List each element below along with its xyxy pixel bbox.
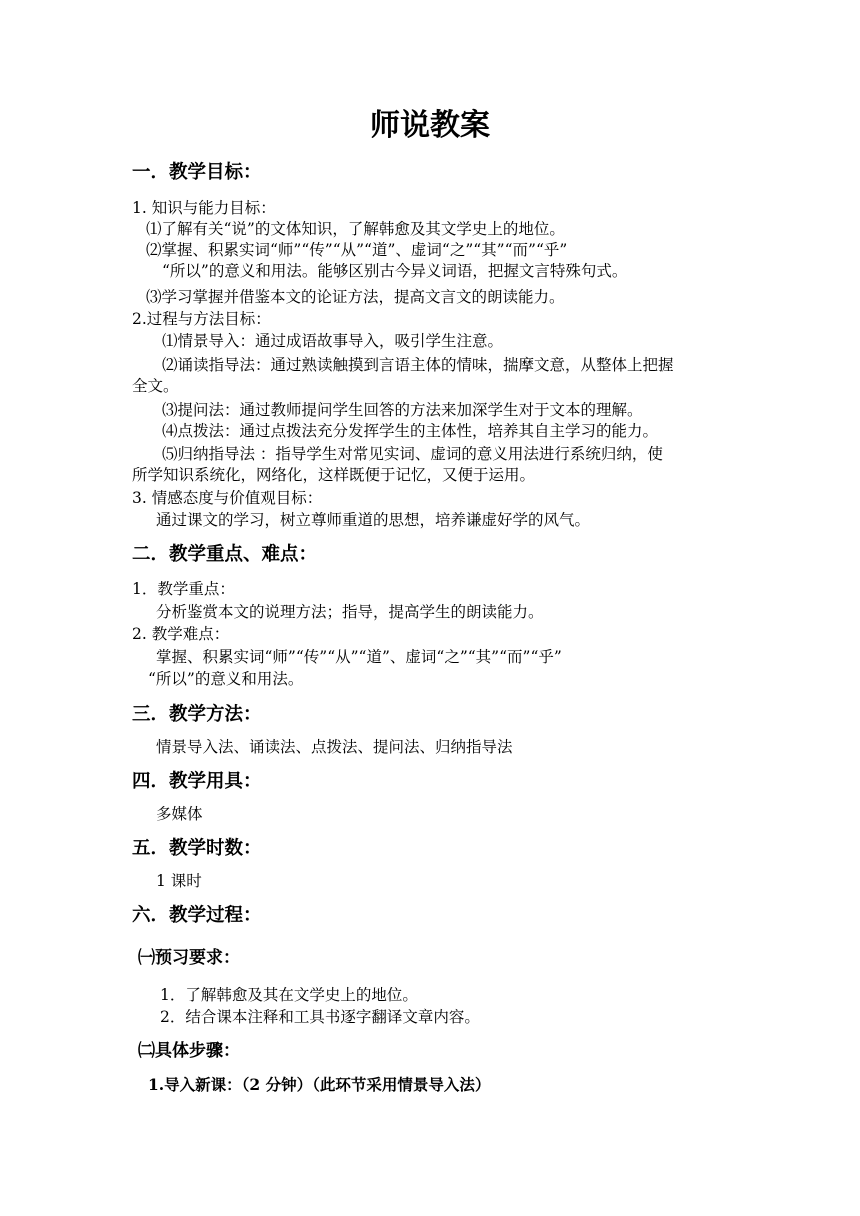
list-item: ⑶提问法：通过教师提问学生回答的方法来加深学生对于文本的理解。: [162, 401, 643, 419]
subheading-knowledge: 1. 知识与能力目标：: [132, 199, 276, 217]
subheading-focus: 1．教学重点：: [132, 580, 235, 598]
step-heading: 1.导入新课：（2 分钟）（此环节采用情景导入法）: [148, 1075, 491, 1094]
paragraph: “所以”的意义和用法。: [148, 670, 304, 688]
list-item: ⑷点拨法：通过点拨法充分发挥学生的主体性，培养其自主学习的能力。: [162, 422, 659, 440]
section-heading-keypoints: 二．教学重点、难点：: [132, 544, 318, 565]
list-item: 全文。: [132, 377, 179, 395]
section-heading-objectives: 一．教学目标：: [132, 162, 262, 183]
section-heading-hours: 五．教学时数：: [132, 838, 262, 859]
section-heading-methods: 三．教学方法：: [132, 704, 262, 725]
list-item: ⑴了解有关“说”的文体知识，了解韩愈及其文学史上的地位。: [146, 220, 565, 238]
paragraph: 多媒体: [156, 805, 203, 823]
paragraph: 分析鉴赏本文的说理方法；指导，提高学生的朗读能力。: [156, 603, 544, 621]
subheading-preview: ㈠预习要求：: [138, 948, 240, 968]
list-item: ⑵诵读指导法：通过熟读触摸到言语主体的情味，揣摩文意，从整体上把握: [162, 356, 674, 374]
paragraph: 掌握、积累实词“师”“传”“从”“道”、虚词“之”“其”“而”“乎”: [156, 648, 562, 666]
subheading-difficulty: 2. 教学难点：: [132, 625, 230, 643]
subheading-emotion: 3. 情感态度与价值观目标：: [132, 489, 323, 507]
list-item: 1．了解韩愈及其在文学史上的地位。: [160, 986, 418, 1004]
list-item: ⑶学习掌握并借鉴本文的论证方法，提高文言文的朗读能力。: [146, 288, 565, 306]
section-heading-tools: 四．教学用具：: [132, 771, 262, 792]
paragraph: 通过课文的学习，树立尊师重道的思想，培养谦虚好学的风气。: [156, 511, 591, 529]
page-title: 师说教案: [370, 108, 490, 143]
section-heading-process: 六．教学过程：: [132, 905, 262, 926]
list-item: ⑸归纳指导法 ：指导学生对常见实词、虚词的意义用法进行系统归纳，使: [162, 445, 663, 463]
list-item: 所学知识系统化，网络化，这样既便于记忆，又便于运用。: [132, 466, 536, 484]
paragraph: 1 课时: [156, 872, 202, 890]
subheading-process: 2.过程与方法目标：: [132, 310, 271, 328]
paragraph: 情景导入法、诵读法、点拨法、提问法、归纳指导法: [156, 738, 513, 756]
list-item: “所以”的意义和用法。能够区别古今异义词语，把握文言特殊句式。: [162, 262, 628, 280]
list-item: 2．结合课本注释和工具书逐字翻译文章内容。: [160, 1008, 480, 1026]
list-item: ⑵掌握、积累实词“师”“传”“从”“道”、虚词“之”“其”“而”“乎”: [146, 241, 568, 259]
list-item: ⑴情景导入：通过成语故事导入，吸引学生注意。: [162, 332, 504, 350]
subheading-steps: ㈡具体步骤：: [138, 1041, 240, 1061]
